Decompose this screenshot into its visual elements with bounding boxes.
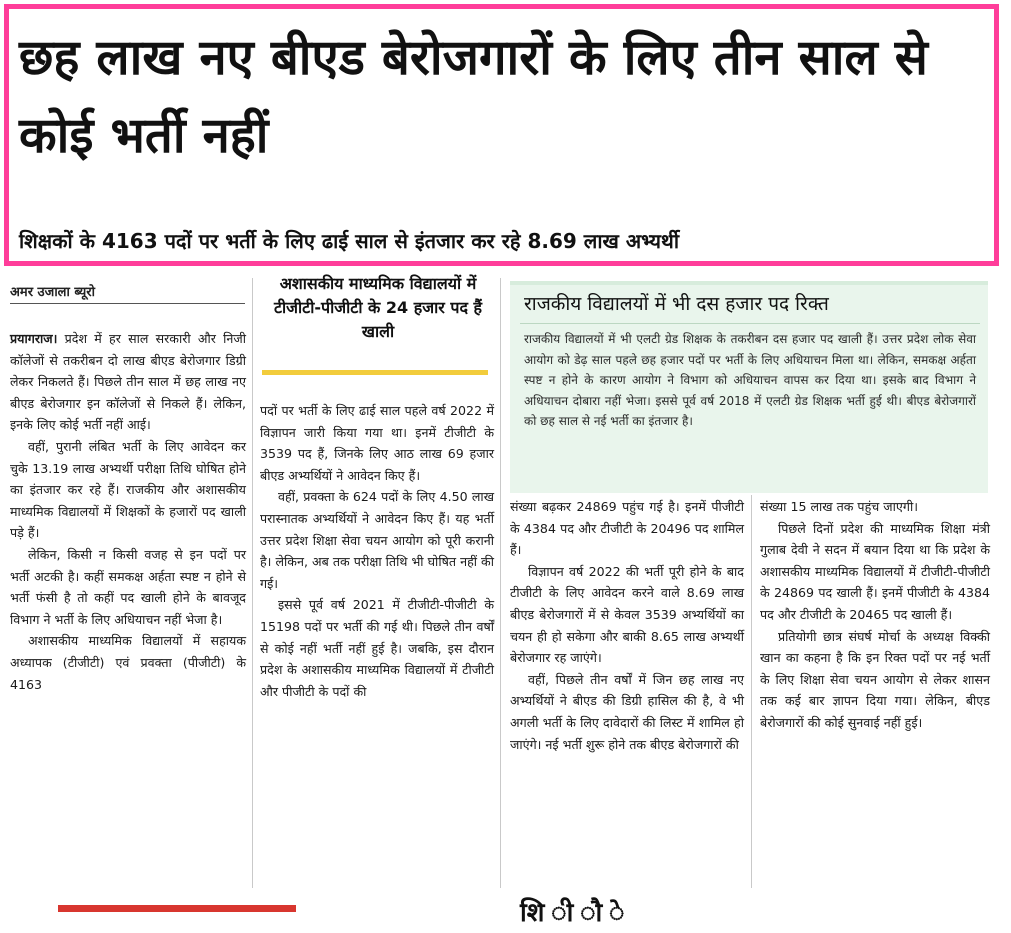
headline-box [4,4,999,266]
article-column-4 [760,496,990,734]
article-paragraph: संख्या 15 लाख तक पहुंच जाएगी। [760,499,918,514]
article-paragraph: संख्या बढ़कर 24869 पहुंच गई है। इनमें पीजीटी के 4384 पद और टीजीटी के 20496 पद शामिल हैं। [510,499,744,558]
article-paragraph: पिछले दिनों प्रदेश की माध्यमिक शिक्षा मंत्री गुलाब देवी ने सदन में बयान दिया था कि प्रदेश के अशासकीय माध्यमिक विद्यालयों में टीजीटी-पीजीटी के 24869 पद खाली हैं। इनमें पीजीटी के 4384 पद और टीजीटी के 20465 पद खाली हैं। [760,520,990,622]
column-divider [500,278,501,888]
sidebar-box [510,281,988,493]
article-paragraph: प्रयागराज। प्रदेश में हर साल सरकारी और निजी कॉलेजों से तकरीबन दो लाख बीएड बेरोजगार डिग्री लेकर निकलते हैं। पिछले तीन साल में छह लाख नए बीएड बेरोजगार इन कॉलेजों से निकले हैं। लेकिन, इनके लिए कोई भर्ती नहीं आई। [10,331,246,433]
article-paragraph: प्रतियोगी छात्र संघर्ष मोर्चा के अध्यक्ष विक्की खान का कहना है कि इन रिक्त पदों पर नई भर्ती के लिए शिक्षा सेवा चयन आयोग से लेकर शासन तक कई बार ज्ञापन दिया गया। लेकिन, बीएड बेरोजगारों की कोई सुनवाई नहीं हुई। [760,628,990,730]
article-column-1 [10,328,246,695]
next-story-red-bar [58,905,296,912]
headline-title: छह लाख नए बीएड बेरोजगारों के लिए तीन साल से कोई भर्ती नहीं [19,29,928,164]
column-divider [252,278,253,888]
article-paragraph: इससे पूर्व वर्ष 2021 में टीजीटी-पीजीटी के 15198 पदों पर भर्ती की गई थी। पिछले तीन वर्षों से कोई नहीं भर्ती नहीं हुई है। जबकि, इस दौरान प्रदेश के अशासकीय माध्यमिक विद्यालयों में टीजीटी और पीजीटी के पदों की [260,597,494,699]
article-paragraph: पदों पर भर्ती के लिए ढाई साल पहले वर्ष 2022 में विज्ञापन जारी किया गया था। इनमें टीजीटी के 3539 पद हैं, जिनके लिए आठ लाख 69 हजार बीएड अभ्यर्थियों ने आवेदन किए हैं। [260,403,494,483]
article-paragraph: लेकिन, किसी न किसी वजह से इन पदों पर भर्ती अटकी है। कहीं समकक्ष अर्हता स्पष्ट न होने से भर्ती फंसी है तो कहीं पद खाली होने के बावजूद विभाग ने भर्ती के लिए अधियाचन नहीं भेजा है। [10,546,246,627]
accent-bar [262,370,488,375]
article-paragraph: वहीं, प्रवक्ता के 624 पदों के लिए 4.50 लाख परास्नातक अभ्यर्थियों ने आवेदन किए हैं। यह भर्ती उत्तर प्रदेश शिक्षा सेवा चयन आयोग को पूरी करानी है। लेकिन, अब तक परीक्षा तिथि भी घोषित नहीं की गई। [260,489,494,591]
sidebar-text: राजकीय विद्यालयों में भी एलटी ग्रेड शिक्षक के तकरीबन दस हजार पद खाली हैं। उत्तर प्रदेश लोक सेवा आयोग को डेढ़ साल पहले छह हजार पदों पर भर्ती के लिए अधियाचन मिला था। लेकिन, समकक्ष अर्हता स्पष्ट न होने के कारण आयोग ने विभाग को अधियाचन वापस कर दिया था। इसके बाद विभाग ने अधियाचन दोबारा नहीं भेजा। इससे पूर्व वर्ष 2018 में एलटी ग्रेड शिक्षक भर्ती हुई थी। बीएड बेरोजगारों को छह साल से नई भर्ती का इंतजार है। [524,332,976,429]
headline-subtitle: शिक्षकों के 4163 पदों पर भर्ती के लिए ढाई साल से इंतजार कर रहे 8.69 लाख अभ्यर्थी [19,229,679,253]
article-paragraph: अशासकीय माध्यमिक विद्यालयों में सहायक अध्यापक (टीजीटी) एवं प्रवक्ता (पीजीटी) के 4163 [10,633,246,692]
column-divider [751,495,752,888]
article-paragraph: वहीं, पिछले तीन वर्षों में जिन छह लाख नए अभ्यर्थियों ने बीएड की डिग्री हासिल की है, वे भी अगली भर्ती के लिए दावेदारों की लिस्ट में शामिल हो जाएंगे। नई भर्ती शुरू होने तक बीएड बेरोजगारों की [510,671,744,752]
dateline: प्रयागराज। [10,331,58,346]
box-headline: अशासकीय माध्यमिक विद्यालयों में टीजीटी-पीजीटी के 24 हजार पद हैं खाली [273,274,483,341]
article-column-2 [260,400,494,702]
sidebar-rule [520,323,980,324]
article-column-3 [510,496,744,755]
article-paragraph: वहीं, पुरानी लंबित भर्ती के लिए आवेदन कर चुके 13.19 लाख अभ्यर्थी परीक्षा तिथि घोषित होने का इंतजार कर रहे हैं। राजकीय और अशासकीय माध्यमिक विद्यालयों में शिक्षकों के हजारों पद खाली पड़े हैं। [10,438,246,541]
sidebar-title: राजकीय विद्यालयों में भी दस हजार पद रिक्त [524,293,829,315]
byline-rule [10,303,245,304]
article-paragraph: विज्ञापन वर्ष 2022 की भर्ती पूरी होने के बाद टीजीटी के लिए आवेदन करने वाले 8.69 लाख बीएड बेरोजगारों में से केवल 3539 अभ्यर्थियों का चयन ही हो सकेगा और बाकी 8.65 लाख अभ्यर्थी बेरोजगार रह जाएंगे। [510,563,744,666]
next-headline-fragment: शि ी ौ े [520,898,625,928]
byline: अमर उजाला ब्यूरो [10,285,95,300]
